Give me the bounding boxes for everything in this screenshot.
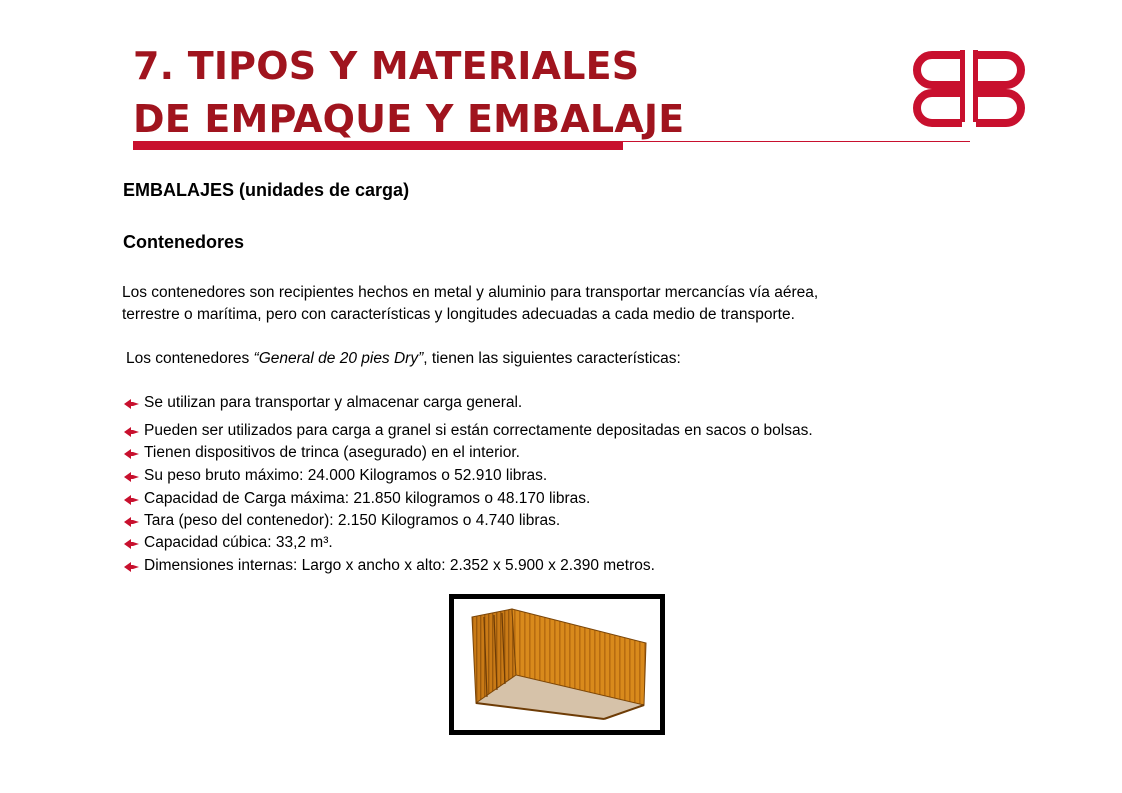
red-arrow-icon	[124, 448, 139, 460]
section-heading: EMBALAJES (unidades de carga)	[123, 180, 410, 200]
list-item-text: Tara (peso del contenedor): 2.150 Kilogramos o 4.740 libras.	[144, 512, 561, 529]
slide-title-line-1: 7. TIPOS Y MATERIALES	[133, 44, 640, 88]
red-arrow-icon	[124, 494, 139, 506]
list-item-text: Se utilizan para transportar y almacenar carga general.	[144, 394, 523, 411]
list-item-text: Capacidad de Carga máxima: 21.850 kilogramos o 48.170 libras.	[144, 490, 591, 507]
intro-line-1: Los contenedores son recipientes hechos en metal y aluminio para transportar mercancías vía aérea,	[122, 284, 819, 301]
company-logo	[908, 50, 1030, 128]
lead-suffix: , tienen las siguientes características:	[423, 350, 681, 367]
red-arrow-icon	[124, 471, 139, 483]
red-arrow-icon	[124, 516, 139, 528]
list-item-text: Dimensiones internas: Largo x ancho x alto: 2.352 x 5.900 x 2.390 metros.	[144, 557, 655, 574]
list-item-text: Capacidad cúbica: 33,2 m³.	[144, 534, 333, 551]
slide-title-line-2: DE EMPAQUE Y EMBALAJE	[133, 97, 685, 141]
container-photo-frame	[449, 594, 665, 735]
lead-italic: “General de 20 pies Dry”	[253, 350, 424, 367]
red-arrow-icon	[124, 398, 139, 410]
intro-paragraph	[122, 282, 818, 326]
red-arrow-icon	[124, 426, 139, 438]
lead-sentence	[126, 349, 681, 369]
title-underline-thin	[623, 141, 970, 142]
red-arrow-icon	[124, 561, 139, 573]
title-underline-thick	[133, 141, 623, 150]
list-item-text: Pueden ser utilizados para carga a granel si están correctamente depositadas en sacos o bolsas.	[144, 422, 813, 439]
intro-line-2: terrestre o marítima, pero con características y longitudes adecuadas a cada medio de transporte.	[122, 306, 795, 323]
list-item-text: Su peso bruto máximo: 24.000 Kilogramos o 52.910 libras.	[144, 467, 548, 484]
red-arrow-icon	[124, 538, 139, 550]
list-item-text: Tienen dispositivos de trinca (asegurado) en el interior.	[144, 444, 520, 461]
section-subheading: Contenedores	[123, 232, 245, 252]
lead-prefix: Los contenedores	[126, 350, 254, 367]
slide-title	[133, 40, 684, 146]
shipping-container-photo	[464, 605, 650, 724]
